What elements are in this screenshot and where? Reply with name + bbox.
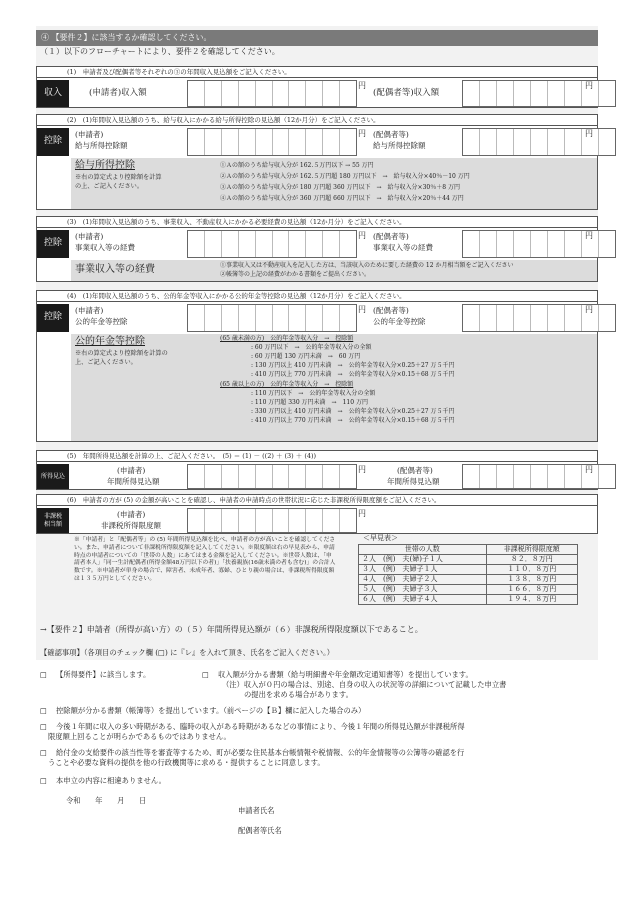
table-cell xyxy=(359,555,487,565)
table-cell xyxy=(359,585,487,595)
expense-note: ②帳簿等の上記の経費がわかる書類をご提出ください。 xyxy=(220,271,371,278)
over65-heading: (65 歳以上の方) 公的年金等収入分 → 控除額 xyxy=(220,381,354,388)
checkbox-consent[interactable]: □ xyxy=(40,748,47,757)
tax-exempt-tag-line: 非課税 xyxy=(43,513,62,521)
future-income-label: 今後１年間に収入の多い時期がある、臨時の収入がある時期があるなどの事情により、今後１年間の所得見込額が非課税所得 xyxy=(56,722,465,731)
deduction-tag: 控除 xyxy=(37,128,69,156)
section-1 xyxy=(36,66,598,108)
formula-line: : 130 万円以上 410 万円未満 → 公的年金等収入分×0.25＋27 万５千円 xyxy=(251,362,455,369)
expense-heading: 事業収入等の経費 xyxy=(75,264,155,275)
section-6-title: (6) 申請者の方が (5) の金額が高いことを確認し、申請者の申請時点の世帯状況に応じた非課税所得限度額をご記入ください。 xyxy=(37,495,597,506)
section-5 xyxy=(36,450,598,490)
yen-label: 円 xyxy=(585,129,593,138)
spouse-label: (配偶者等) xyxy=(373,232,409,241)
section-subheader: （１）以下のフローチャートにより、要件２を確認してください。 xyxy=(40,47,280,56)
under65-heading: (65 歳未満の方) 公的年金等収入分 → 控除額 xyxy=(220,335,354,342)
spouse-label: (配偶者等) xyxy=(373,306,409,315)
spouse-salary-deduction-label: 給与所得控除額 xyxy=(373,141,426,150)
applicant-income-label: (申請者)収入額 xyxy=(89,88,147,98)
income-tag: 収入 xyxy=(37,80,69,107)
section-3-title: (3) (1)年間収入見込額のうち、事業収入、不動産収入にかかる必要経費の見込額（12か月分）をご記入ください。 xyxy=(37,217,597,228)
salary-deduction-label: 給与所得控除額 xyxy=(75,141,128,150)
household-count: ５人 xyxy=(362,585,376,594)
business-expense-label: 事業収入等の経費 xyxy=(75,243,135,252)
section-4-title: (4) (1)年間収入見込額のうち、公的年金等収入にかかる公的年金等控除の見込額（12か月分）をご記入ください。 xyxy=(37,291,597,302)
section-2 xyxy=(36,114,598,210)
household-count: ４人 xyxy=(362,575,376,584)
limit-amount: １３８．８万円 xyxy=(486,575,577,585)
table-row xyxy=(359,595,578,605)
applicant-income-estimate-input[interactable] xyxy=(187,464,357,489)
spouse-pension-deduction-label: 公的年金等控除 xyxy=(373,317,426,326)
yen-label: 円 xyxy=(358,509,366,518)
spouse-label: (配偶者等) xyxy=(397,466,433,475)
household-count: ６人 xyxy=(362,595,376,604)
formula-line: : 60 万円超 130 万円未満 → 60 万円 xyxy=(251,353,361,360)
expense-note: ①事業収入又は不動産収入を記入した方は、当該収入のために要した経費の 12 か月相当額をご記入ください xyxy=(220,262,514,269)
yen-label: 円 xyxy=(585,465,593,474)
section-4 xyxy=(36,290,598,442)
spouse-income-label: (配偶者等)収入額 xyxy=(373,88,440,98)
checkbox-income-requirement[interactable]: □ xyxy=(40,670,47,679)
yen-label: 円 xyxy=(358,231,366,240)
checkbox-future-income[interactable]: □ xyxy=(40,722,47,731)
tax-exempt-limit-label: 非課税所得限度額 xyxy=(101,521,161,530)
checkbox-income-documents[interactable]: □ xyxy=(202,670,209,679)
formula-line: ③Ａの額のうち給与収入分が 180 万円超 360 万円以下 → 給与収入分×30％＋8 万円 xyxy=(220,184,460,191)
spouse-business-expense-label: 事業収入等の経費 xyxy=(373,243,433,252)
table-header-row xyxy=(359,545,578,555)
applicant-pension-deduction-input[interactable] xyxy=(187,304,357,332)
applicant-label: (申請者) xyxy=(117,466,146,475)
table-cell xyxy=(359,575,487,585)
deduction-tag: 控除 xyxy=(37,304,69,332)
formula-line: : 110 万円以下 → 公的年金等収入分の全額 xyxy=(251,390,376,397)
tax-exempt-tag xyxy=(37,508,69,533)
limit-amount: １６６．８万円 xyxy=(486,585,577,595)
table-row xyxy=(359,585,578,595)
quick-table-title: ＜早見表＞ xyxy=(363,534,398,542)
formula-note: ※右の算定式より控除額を計算 xyxy=(75,174,162,181)
formula-line: : 110 万円超 330 万円未満 → 110 万円 xyxy=(251,399,368,406)
limit-amount: ８２．８万円 xyxy=(486,555,577,565)
household-example: (例) 夫(婦)子１人 xyxy=(383,555,443,564)
table-row xyxy=(359,575,578,585)
yen-label: 円 xyxy=(585,81,593,90)
limit-amount: １１０．８万円 xyxy=(486,565,577,575)
applicant-business-expense-input[interactable] xyxy=(187,230,357,258)
formula-heading: 給与所得控除 xyxy=(75,160,135,171)
tax-exempt-tag-line: 相当額 xyxy=(43,520,62,528)
table-header: 世帯の人数 xyxy=(359,545,487,555)
yen-label: 円 xyxy=(358,305,366,314)
pension-note: ※右の算定式より控除額を計算の xyxy=(75,350,168,357)
income-documents-note: の提出を求める場合があります。 xyxy=(244,690,353,699)
section-5-title: (5) 年間所得見込額を計算の上、ご記入ください。 (5) ＝ (1) － ((2) ＋ (3) ＋ (4)) xyxy=(37,451,597,462)
yen-label: 円 xyxy=(358,129,366,138)
confirmation-title: 【確認事項】（各項目のチェック欄 (□) に『レ』を入れて頂き、氏名をご記入ください。） xyxy=(40,648,334,657)
formula-note: の上、ご記入ください。 xyxy=(75,183,144,190)
household-example: (例) 夫婦子３人 xyxy=(383,585,438,594)
household-count: ３人 xyxy=(362,565,376,574)
household-example: (例) 夫婦子４人 xyxy=(383,595,438,604)
yen-label: 円 xyxy=(585,231,593,240)
quick-reference-table xyxy=(358,544,578,605)
household-example: (例) 夫婦子１人 xyxy=(383,565,438,574)
formula-line: ①Ａの額のうち給与収入分が 162.５万円以下 → 55 万円 xyxy=(220,162,374,169)
section-6 xyxy=(36,494,598,534)
applicant-label: (申請者) xyxy=(75,130,104,139)
deduction-tag: 控除 xyxy=(37,230,69,258)
yen-label: 円 xyxy=(358,465,366,474)
applicant-name-field[interactable]: 申請者氏名 xyxy=(238,806,275,815)
applicant-income-input[interactable] xyxy=(187,80,357,107)
income-documents-label: 収入額が分かる書類（給与明細書や年金額改定通知書等）を提出しています。 xyxy=(218,670,473,679)
applicant-salary-deduction-input[interactable] xyxy=(187,128,357,156)
spouse-label: (配偶者等) xyxy=(373,130,409,139)
spouse-name-field[interactable]: 配偶者等氏名 xyxy=(238,826,282,835)
income-documents-note: （注）収入が０円の場合は、別途、自身の収入の状況等の詳細について記載した申立書 xyxy=(222,680,507,689)
section-2-title: (2) (1)年間収入見込額のうち、給与収入にかかる給与所得控除の見込額（12か月分）をご記入ください。 xyxy=(37,115,597,126)
formula-line: : 330 万円以上 410 万円未満 → 公的年金等収入分×0.25＋27 万５千円 xyxy=(251,408,455,415)
formula-line: : 410 万円以上 770 万円未満 → 公的年金等収入分×0.15＋68 万５千円 xyxy=(251,417,455,424)
limit-amount: １９４．８万円 xyxy=(486,595,577,605)
section-header: ④ 【要件２】に該当するか確認してください。 xyxy=(36,30,598,46)
declaration-label: 本申立の内容に相違ありません。 xyxy=(56,776,166,785)
table-cell xyxy=(359,595,487,605)
section-1-title: (1) 申請者及び配偶者等それぞれの③の年間収入見込額をご記入ください。 xyxy=(37,67,597,78)
pension-heading: 公的年金等控除 xyxy=(75,336,145,347)
table-cell xyxy=(359,565,487,575)
income-estimate-tag: 所得見込 xyxy=(37,464,69,489)
household-example: (例) 夫婦子２人 xyxy=(383,575,438,584)
yen-label: 円 xyxy=(358,81,366,90)
future-income-label: 限度額上回ることが明らかであるものではありません。 xyxy=(48,732,231,741)
annual-income-estimate-label: 年間所得見込額 xyxy=(107,477,160,486)
tax-exempt-limit-input[interactable] xyxy=(187,508,357,533)
date-field[interactable]: 令和 年 月 日 xyxy=(66,796,147,805)
spouse-income-estimate-label: 年間所得見込額 xyxy=(387,477,440,486)
applicant-label: (申請者) xyxy=(75,306,104,315)
pension-note: 上、ご記入ください。 xyxy=(75,359,137,366)
formula-line: : 60 万円以下 → 公的年金等収入分の全額 xyxy=(251,344,372,351)
consent-label: 給付金の支給要件の該当性等を審査等するため、町が必要な住民基本台帳情報や税情報、公的年金情報等の公簿等の確認を行 xyxy=(56,748,465,757)
applicant-label: (申請者) xyxy=(75,232,104,241)
table-row xyxy=(359,565,578,575)
table-row xyxy=(359,555,578,565)
formula-line: ②Ａの額のうち給与収入分が 162.５万円超 180 万円以下 → 給与収入分×40％－10 万円 xyxy=(220,173,470,180)
table-header: 非課税所得限度額 xyxy=(486,545,577,555)
formula-line: : 410 万円以上 770 万円未満 → 公的年金等収入分×0.15＋68 万５千円 xyxy=(251,371,455,378)
checkbox-declaration[interactable]: □ xyxy=(40,776,47,785)
income-requirement-label: 【所得要件】に該当します。 xyxy=(56,670,151,679)
checkbox-deduction-documents[interactable]: □ xyxy=(40,706,47,715)
deduction-documents-label: 控除額が分かる書類（帳簿等）を提出しています。（前ページの【Ｂ】欄に記入した場合のみ） xyxy=(56,706,366,715)
section-3 xyxy=(36,216,598,282)
applicant-label: (申請者) xyxy=(117,510,146,519)
requirement-conclusion: →【要件２】申請者（所得が高い方）の（５）年間所得見込額が（６）非課税所得限度額以下であること。 xyxy=(40,625,423,634)
household-count: ２人 xyxy=(362,555,376,564)
consent-label: うことや必要な資料の提供を他の行政機関等に求める・提供することに同意します。 xyxy=(48,758,325,767)
formula-line: ④Ａの額のうち給与収入分が 360 万円超 660 万円以下 → 給与収入分×20％＋44 万円 xyxy=(220,195,464,202)
pension-deduction-label: 公的年金等控除 xyxy=(75,317,128,326)
yen-label: 円 xyxy=(585,305,593,314)
tax-exempt-note: ※「申請者」と「配偶者等」の (5) 年間所得見込額を比べ、申請者の方が高いことを確認してください。また、申請者について非課税所得限度額を記入してください。※限度額は右の早見表から、申請時点の申請者についての「世帯の人数」にあてはまる金額を記入してください。※世帯人数は、「申請者本人」「同一生計配偶者(所得金額48万円以下の者)」「扶養親族(16歳未満の者も含む)」の合計人数です。※申請者が単身の場合で、障害者、未成年者、寡婦、ひとり親の場合は、非課税所得限度額は１３５万円としてください。 xyxy=(74,537,336,583)
